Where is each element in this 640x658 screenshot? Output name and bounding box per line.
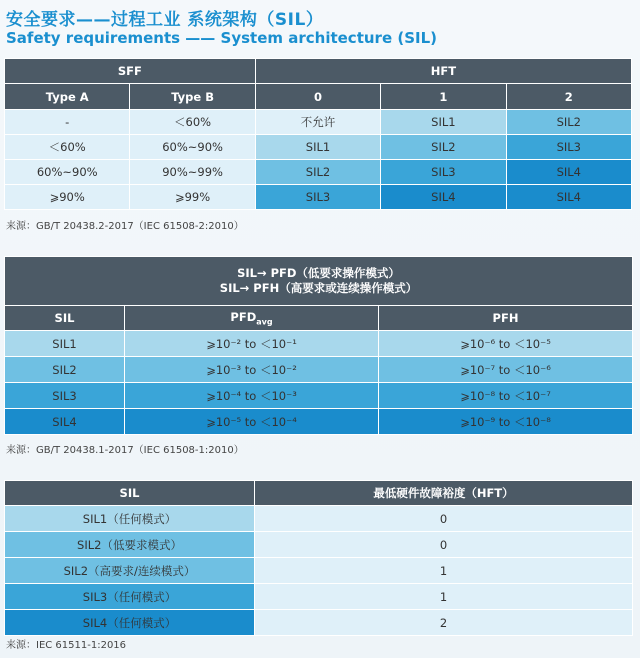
page-title-cn: 安全要求——过程工业 系统架构（SIL） — [6, 10, 324, 30]
table-cell: SIL3 — [506, 135, 631, 160]
table-cell: - — [5, 110, 130, 135]
table-row — [5, 409, 633, 435]
table-row — [5, 610, 633, 636]
table-cell: SIL4 — [5, 409, 125, 435]
table-cell: 不允许 — [255, 110, 380, 135]
table-row — [5, 584, 633, 610]
col-hft-1: 1 — [381, 84, 506, 110]
table-row — [5, 532, 633, 558]
table-cell: SIL3（任何模式） — [5, 584, 255, 610]
sff-hft-table — [4, 58, 632, 210]
table-cell: ⩾10⁻² to ＜10⁻¹ — [125, 331, 379, 357]
col-hft-0: 0 — [255, 84, 380, 110]
col-type-a: Type A — [5, 84, 130, 110]
table-cell: 0 — [255, 506, 633, 532]
table-row — [5, 383, 633, 409]
table-cell: SIL2 — [381, 135, 506, 160]
table-cell: SIL1 — [5, 331, 125, 357]
table-cell: 1 — [255, 584, 633, 610]
table-row — [5, 506, 633, 532]
table-cell: SIL1（任何模式） — [5, 506, 255, 532]
table-cell: SIL3 — [381, 160, 506, 185]
table-cell: ⩾10⁻⁶ to ＜10⁻⁵ — [379, 331, 633, 357]
sil-hft-table — [4, 480, 633, 636]
table-cell: SIL2（高要求/连续模式） — [5, 558, 255, 584]
page-title-en: Safety requirements —— System architecture (SIL) — [6, 29, 437, 47]
table-row — [5, 331, 633, 357]
table-cell: ＜60% — [130, 110, 255, 135]
table-cell: 0 — [255, 532, 633, 558]
source-note: 来源：GB/T 20438.2-2017（IEC 61508-2:2010） — [6, 221, 244, 232]
sil-pfd-pfh-table — [4, 256, 633, 435]
table-cell: ⩾10⁻⁷ to ＜10⁻⁶ — [379, 357, 633, 383]
table-row — [5, 357, 633, 383]
table-cell: 60%~90% — [130, 135, 255, 160]
pfd-header-line: SIL→ PFD（低要求操作模式） — [237, 266, 400, 280]
table-cell: ⩾10⁻⁴ to ＜10⁻³ — [125, 383, 379, 409]
table-cell: SIL3 — [5, 383, 125, 409]
table-cell: SIL2（低要求模式） — [5, 532, 255, 558]
table-cell: ⩾90% — [5, 185, 130, 210]
sff-header: SFF — [5, 59, 256, 84]
table-cell: SIL4（任何模式） — [5, 610, 255, 636]
table-cell: SIL2 — [255, 160, 380, 185]
pfh-header-line: SIL→ PFH（高要求或连续操作模式） — [219, 281, 418, 295]
col-pfh: PFH — [379, 306, 633, 331]
table-row — [5, 110, 632, 135]
table-cell: ⩾10⁻⁹ to ＜10⁻⁸ — [379, 409, 633, 435]
table-cell: ⩾10⁻⁸ to ＜10⁻⁷ — [379, 383, 633, 409]
table-cell: SIL2 — [506, 110, 631, 135]
table-row — [5, 185, 632, 210]
table-cell: ⩾99% — [130, 185, 255, 210]
pfd-label: PFD — [230, 309, 257, 324]
col-sil: SIL — [5, 306, 125, 331]
table-cell: 60%~90% — [5, 160, 130, 185]
pfd-subscript: avg — [256, 317, 273, 327]
table-row — [5, 160, 632, 185]
table-row — [5, 558, 633, 584]
table-cell: SIL3 — [255, 185, 380, 210]
table-cell: ⩾10⁻³ to ＜10⁻² — [125, 357, 379, 383]
table-cell: SIL4 — [381, 185, 506, 210]
source-note: 来源：GB/T 20438.1-2017（IEC 61508-1:2010） — [6, 445, 244, 456]
hft-header: HFT — [255, 59, 631, 84]
table-cell: 1 — [255, 558, 633, 584]
col-pfd — [125, 306, 379, 331]
table-cell: 90%~99% — [130, 160, 255, 185]
col-type-b: Type B — [130, 84, 255, 110]
table-cell: SIL1 — [381, 110, 506, 135]
pfd-pfh-header — [5, 257, 633, 306]
table-cell: SIL4 — [506, 185, 631, 210]
table-cell: 2 — [255, 610, 633, 636]
table-cell: SIL4 — [506, 160, 631, 185]
col-min-hft: 最低硬件故障裕度（HFT） — [255, 481, 633, 506]
table-cell: ⩾10⁻⁵ to ＜10⁻⁴ — [125, 409, 379, 435]
table-row — [5, 135, 632, 160]
table-cell: SIL2 — [5, 357, 125, 383]
table-cell: ＜60% — [5, 135, 130, 160]
col-hft-2: 2 — [506, 84, 631, 110]
table-cell: SIL1 — [255, 135, 380, 160]
col-sil: SIL — [5, 481, 255, 506]
source-note: 来源：IEC 61511-1:2016 — [6, 640, 127, 651]
